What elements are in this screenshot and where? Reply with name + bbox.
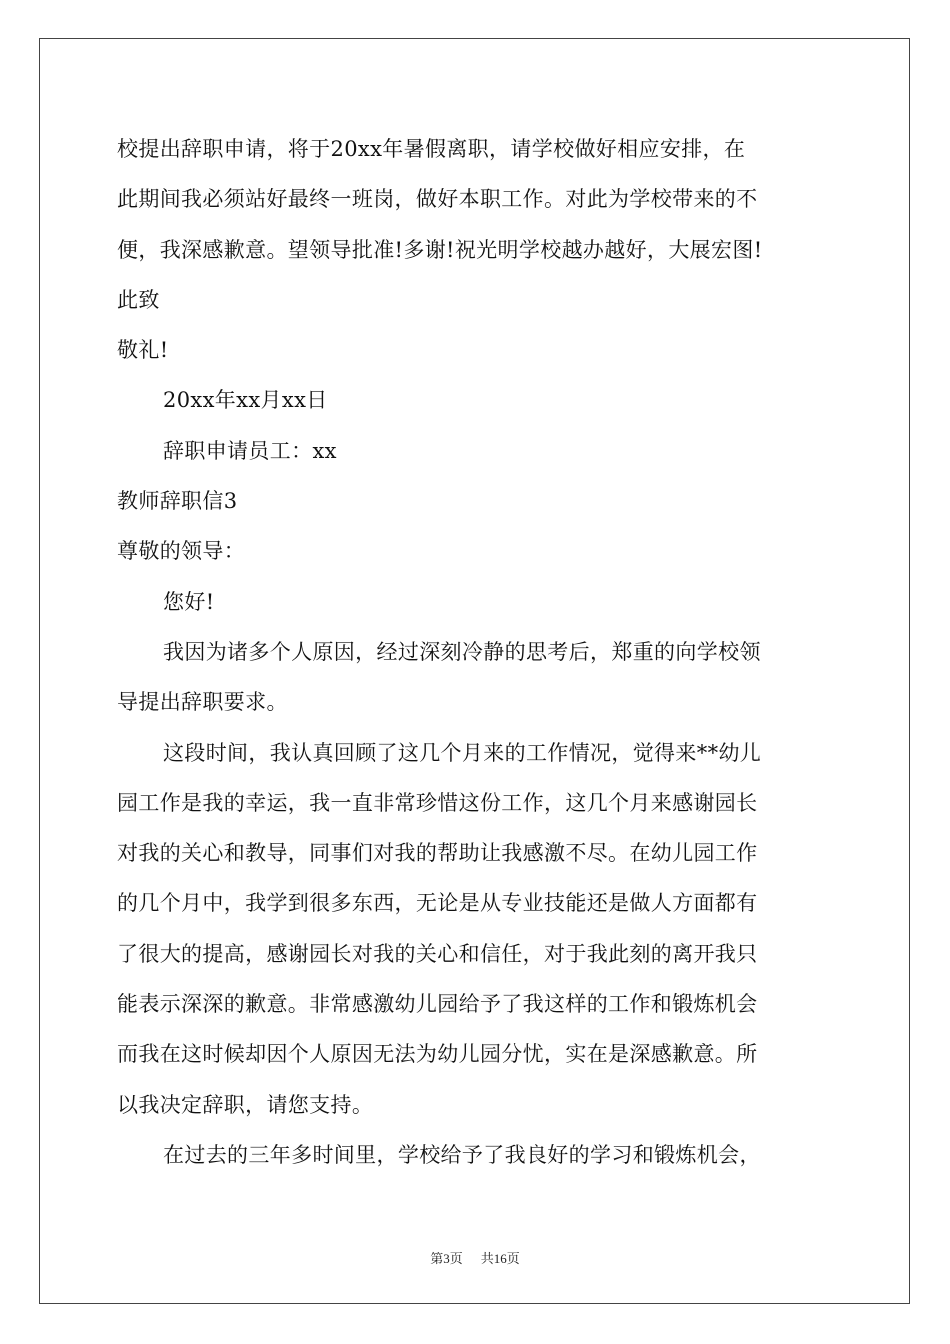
page-footer xyxy=(0,1248,950,1267)
closing-line: 此致 xyxy=(117,287,160,312)
text-line: 校提出辞职申请，将于20xx年暑假离职，请学校做好相应安排，在 xyxy=(117,137,746,161)
text-line: 能表示深深的歉意。非常感激幼儿园给予了我这样的工作和锻炼机会 xyxy=(117,992,758,1017)
text-line: 此期间我必须站好最终一班岗，做好本职工作。对此为学校带来的不 xyxy=(117,187,758,212)
greeting-line: 尊敬的领导： xyxy=(117,539,246,564)
text-line: 对我的关心和教导，同事们对我的帮助让我感激不尽。在幼儿园工作 xyxy=(117,841,758,866)
signature-line: 辞职申请员工：xx xyxy=(163,438,337,463)
text-line: 我因为诸多个人原因，经过深刻冷静的思考后，郑重的向学校领 xyxy=(163,639,761,664)
section-title: 教师辞职信3 xyxy=(117,489,238,514)
text-line: 的几个月中，我学到很多东西，无论是从专业技能还是做人方面都有 xyxy=(117,891,758,916)
text-line: 便，我深感歉意。望领导批准!多谢!祝光明学校越办越好，大展宏图! xyxy=(117,237,763,262)
text-line: 园工作是我的幸运，我一直非常珍惜这份工作，这几个月来感谢园长 xyxy=(117,790,758,815)
text-line: 了很大的提高，感谢园长对我的关心和信任，对于我此刻的离开我只 xyxy=(117,941,758,966)
text-line: 导提出辞职要求。 xyxy=(117,690,288,715)
text-line: 以我决定辞职，请您支持。 xyxy=(117,1092,374,1117)
text-line: 这段时间，我认真回顾了这几个月来的工作情况，觉得来**幼儿 xyxy=(163,740,762,765)
document-body xyxy=(117,124,837,1180)
salutation-line: 敬礼! xyxy=(117,338,169,363)
page-total: 共16页 xyxy=(480,1251,520,1266)
date-line: 20xx年xx月xx日 xyxy=(163,388,328,413)
page-number: 第3页 xyxy=(430,1251,463,1266)
text-line: 在过去的三年多时间里，学校给予了我良好的学习和锻炼机会， xyxy=(163,1142,761,1167)
greeting-line: 您好! xyxy=(163,589,215,614)
text-line: 而我在这时候却因个人原因无法为幼儿园分忧，实在是深感歉意。所 xyxy=(117,1042,758,1067)
